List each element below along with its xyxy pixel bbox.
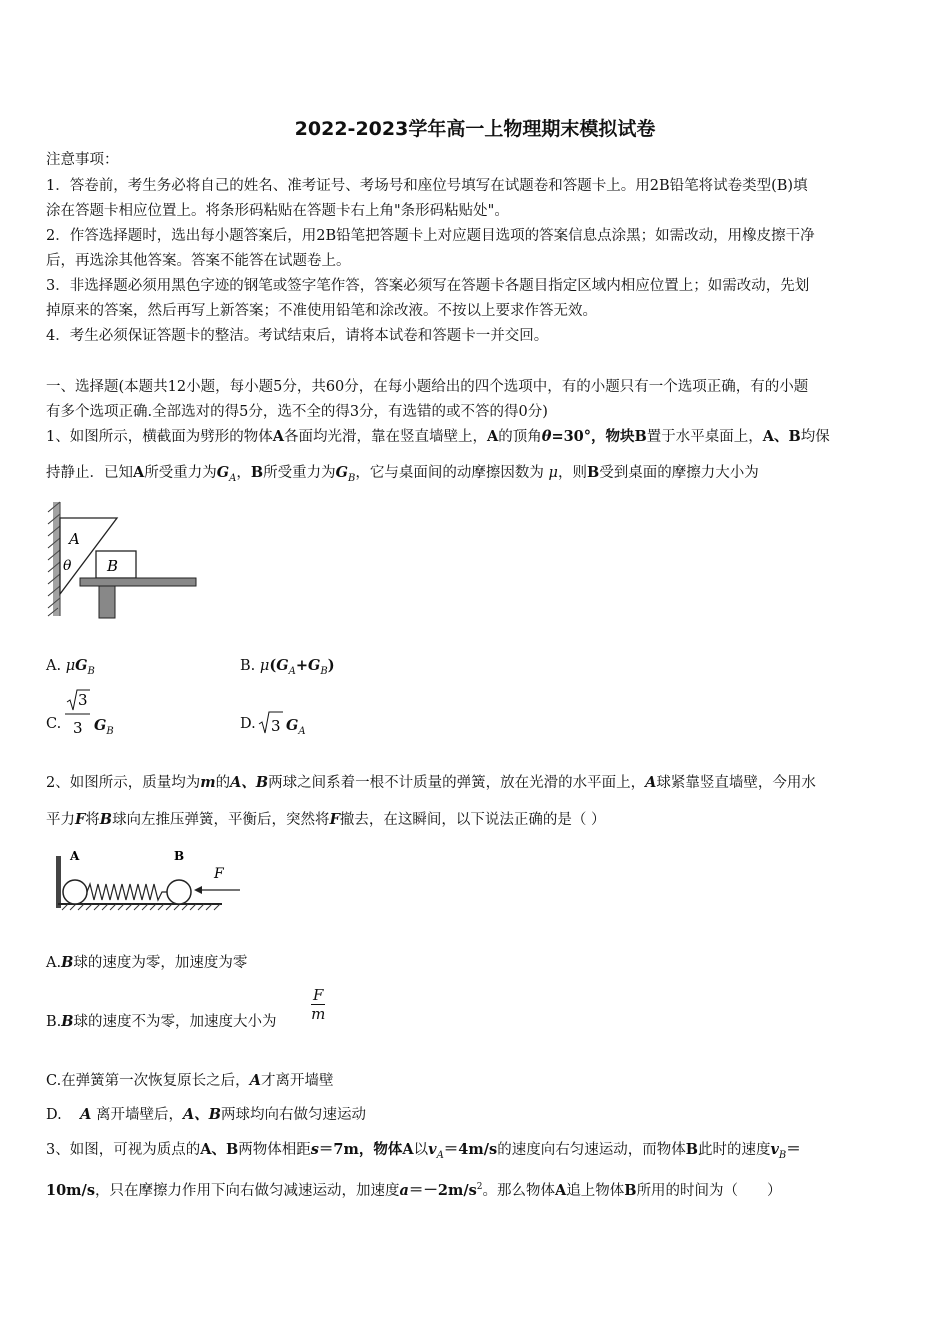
- q2-option-a[interactable]: A.B球的速度为零，加速度为零: [46, 954, 248, 971]
- q1-option-d-g: $G_A$: [286, 717, 306, 737]
- q1-option-b[interactable]: B. $\mu(G_A+G_B)$: [240, 657, 335, 677]
- q3-stem-line1: 3、如图，可视为质点的A、B两物体相距s＝7m，物体A以$v_A=4m/s$的速度向右匀速运动，而物体B此时的速度$v_B=$: [46, 1141, 801, 1161]
- q1-stem-line2: 持静止．已知A所受重力为$G_A$，B所受重力为$G_B$，它与桌面间的动摩擦因数为 μ，则B受到桌面的摩擦力大小为: [46, 464, 759, 484]
- page-title: 2022-2023学年高一上物理期末模拟试卷: [294, 118, 656, 140]
- q2-spring-figure: [48, 846, 248, 916]
- svg-text:3: 3: [73, 719, 83, 737]
- notice-line: 4．考生必须保证答题卡的整洁。考试结束后，请将本试卷和答题卡一并交回。: [46, 328, 549, 344]
- fig-label-b: B: [107, 557, 119, 575]
- q2-option-b[interactable]: B.B球的速度不为零，加速度大小为: [46, 1013, 277, 1030]
- notice-line: 涂在答题卡相应位置上。将条形码粘贴在答题卡右上角"条形码粘贴处"。: [46, 203, 509, 219]
- fig-label-b: B: [174, 849, 185, 863]
- q2-option-c[interactable]: C.在弹簧第一次恢复原长之后，A才离开墙壁: [46, 1072, 334, 1089]
- q1-stem-line1: 1、如图所示，横截面为劈形的物体A各面均光滑，靠在竖直墙壁上，A的顶角θ=30°，物块B置于水平桌面上，A、B均保: [46, 428, 830, 445]
- q1-option-c-g: $G_B$: [94, 717, 114, 737]
- fig-label-f: F: [214, 866, 224, 882]
- svg-text:3: 3: [271, 717, 281, 735]
- q2-option-b-fraction: $\frac{F}{m}$: [311, 986, 326, 1023]
- section-line: 有多个选项正确.全部选对的得5分，选不全的得3分，有选错的或不答的得0分): [46, 404, 548, 420]
- q3-stem-line2: 10m/s，只在摩擦力作用下向右做匀减速运动，加速度$a=-2m/s^2$。那么物体A追上物体B所用的时间为（ ）: [46, 1181, 782, 1199]
- q2-stem-line1: 2、如图所示，质量均为m的A、B两球之间系着一根不计质量的弹簧，放在光滑的水平面上，A球紧靠竖直墙壁，今用水: [46, 774, 816, 791]
- fig-label-theta: θ: [63, 558, 72, 574]
- q2-option-d[interactable]: D. A 离开墙壁后，A、B两球均向右做匀速运动: [46, 1106, 367, 1123]
- q1-option-c-fraction: [62, 688, 92, 740]
- q1-wedge-figure: [44, 498, 204, 620]
- notice-line: 掉原来的答案，然后再写上新答案；不准使用铅笔和涂改液。不按以上要求作答无效。: [46, 303, 597, 319]
- q2-stem-line2: 平力F将B球向左推压弹簧，平衡后，突然将F撤去，在这瞬间，以下说法正确的是（ ）: [46, 811, 606, 828]
- q1-option-d[interactable]: D.: [240, 716, 256, 732]
- notice-line: 3．非选择题必须用黑色字迹的钢笔或签字笔作答，答案必须写在答题卡各题目指定区域内相应位置上；如需改动，先划: [46, 278, 810, 294]
- q1-option-a[interactable]: A. $\mu G_B$: [46, 657, 95, 677]
- notice-heading: 注意事项：: [46, 152, 119, 168]
- fig-label-a: A: [69, 530, 80, 548]
- notice-line: 2．作答选择题时，选出每小题答案后，用2B铅笔把答题卡上对应题目选项的答案信息点涂黑；如需改动，用橡皮擦干净: [46, 228, 815, 244]
- section-line: 一、选择题(本题共12小题，每小题5分，共60分，在每小题给出的四个选项中，有的小题只有一个选项正确，有的小题: [46, 379, 809, 395]
- notice-line: 1．答卷前，考生务必将自己的姓名、准考证号、考场号和座位号填写在试题卷和答题卡上。用2B铅笔将试卷类型(B)填: [46, 178, 808, 194]
- notice-line: 后，再选涂其他答案。答案不能答在试题卷上。: [46, 253, 351, 269]
- fig-label-a: A: [70, 849, 80, 863]
- svg-text:3: 3: [78, 691, 88, 709]
- q1-option-d-radical: [256, 708, 286, 738]
- q1-option-c[interactable]: C.: [46, 716, 62, 732]
